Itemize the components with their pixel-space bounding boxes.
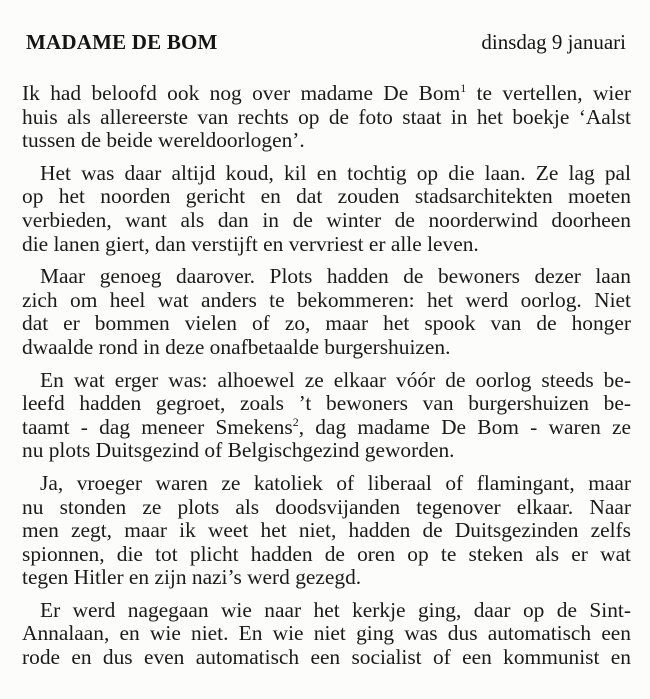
text-line-part: , dag madame De Bom - waren ze	[298, 414, 632, 439]
text-line: men zegt, maar ik weet het niet, hadden de Duitsgezinden zelfs	[22, 518, 631, 543]
paragraph-3	[22, 265, 631, 359]
footnote-marker: 1	[460, 81, 467, 95]
text-line: zich om heel wat anders te bekommeren: het werd oorlog. Niet	[22, 287, 631, 312]
text-line: rode en dus even automatisch een socialist of een kommunist en	[22, 645, 631, 670]
body-text	[22, 82, 631, 670]
text-line: En wat erger was: alhoewel ze elkaar vóór de oorlog steeds be-	[40, 367, 631, 392]
text-line	[22, 416, 631, 440]
footnote-marker: 2	[292, 414, 299, 429]
text-line: tussen de beide wereldoorlogen’.	[22, 128, 305, 153]
text-line: tegen Hitler en zijn nazi’s werd gezegd.	[22, 565, 362, 590]
chapter-header	[26, 30, 626, 58]
chapter-date: dinsdag 9 januari	[481, 30, 626, 54]
text-line: die lanen giert, dan verstijft en vervriest er alle leven.	[22, 231, 479, 256]
text-line: nu stonden ze plots als doodsvijanden tegenover elkaar. Naar	[22, 494, 631, 519]
text-line: Het was daar altijd koud, kil en tochtig op die laan. Ze lag pal	[40, 160, 631, 185]
text-line-part: Ik had beloofd ook nog over madame De Bom	[22, 81, 461, 105]
text-line	[22, 82, 631, 106]
text-line: huis als allereerste van rechts op de foto staat in het boekje ‘Aalst	[22, 104, 631, 129]
text-line: dat er bommen vielen of zo, maar het spook van de honger	[22, 311, 631, 336]
paragraph-6	[22, 599, 631, 670]
text-line: op het noorden gericht en dat zouden stadsarchitekten moeten	[22, 184, 631, 209]
text-line: verbieden, want als dan in de winter de noorderwind doorheen	[22, 207, 631, 232]
paragraph-1	[22, 82, 631, 153]
paragraph-4	[22, 369, 631, 463]
text-line: spionnen, die tot plicht hadden de oren op te steken als er wat	[22, 541, 631, 566]
text-line: dwaalde rond in deze onafbetaalde burgershuizen.	[22, 334, 451, 359]
text-line: Maar genoeg daarover. Plots hadden de bewoners dezer laan	[40, 264, 631, 289]
chapter-title: MADAME DE BOM	[26, 30, 218, 54]
paragraph-2	[22, 162, 631, 256]
text-line: Ja, vroeger waren ze katoliek of liberaal of flamingant, maar	[40, 470, 631, 495]
text-line: nu plots Duitsgezind of Belgischgezind geworden.	[22, 438, 455, 463]
paragraph-5	[22, 472, 631, 590]
text-line: Annalaan, en wie niet. En wie niet ging was dus automatisch een	[22, 621, 631, 646]
text-line-part: taamt - dag meneer Smekens	[22, 414, 293, 439]
text-line-part: te vertellen, wier	[466, 81, 631, 105]
text-line: Er werd nagegaan wie naar het kerkje ging, daar op de Sint-	[40, 597, 631, 622]
text-line: leefd hadden gegroet, zoals ’t bewoners van burgershuizen be-	[22, 391, 631, 416]
